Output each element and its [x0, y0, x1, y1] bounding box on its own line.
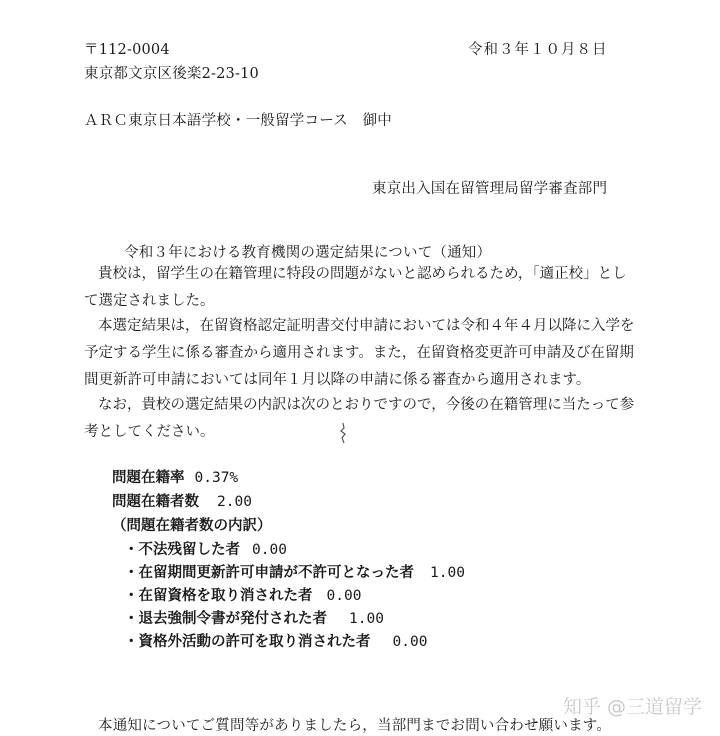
address: 東京都文京区後楽2-23-10	[84, 66, 259, 82]
stat-problem-rate	[112, 466, 238, 487]
breakdown-title: （問題在籍者数の内訳）	[112, 518, 272, 534]
breakdown-value: 1.00	[349, 611, 384, 627]
stat-value: 0.37%	[194, 470, 239, 486]
stat-value: 2.00	[217, 494, 252, 510]
paragraph-1	[84, 261, 644, 315]
breakdown-item	[124, 607, 384, 628]
footer-note: 本通知についてご質問等がありましたら，当部門までお問い合わせ願います。	[98, 718, 612, 734]
breakdown-value: 1.00	[430, 565, 465, 581]
paragraph-line: 予定する学生に係る審査から適用されます。また，在留資格変更許可申請及び在留期	[84, 345, 634, 361]
breakdown-label: ・不法残留した者	[124, 542, 240, 558]
breakdown-item	[124, 561, 465, 582]
breakdown-value: 0.00	[252, 542, 287, 558]
postal-code: 〒112-0004	[84, 42, 170, 58]
breakdown-label: ・在留資格を取り消された者	[124, 588, 313, 604]
paragraph-line: て選定されました。	[84, 293, 215, 309]
recipient: ＡＲＣ東京日本語学校・一般留学コース 御中	[84, 113, 392, 129]
paragraph-3	[84, 392, 644, 446]
paragraph-line: なお，貴校の選定結果の内訳は次のとおりですので，今後の在籍管理に当たって参	[98, 397, 635, 413]
breakdown-label: ・在留期間更新許可申請が不許可となった者	[124, 565, 414, 581]
stat-label: 問題在籍率	[112, 470, 185, 486]
zhihu-watermark: 知乎 @三道留学	[562, 696, 702, 718]
scan-smudge-mark	[338, 422, 348, 444]
breakdown-label: ・退去強制令書が発付された者	[124, 611, 327, 627]
issue-date: 令和３年１０月８日	[468, 42, 608, 58]
breakdown-item	[124, 584, 361, 605]
paragraph-line: 間更新許可申請においては同年１月以降の申請に係る審査から適用されます。	[84, 372, 591, 388]
breakdown-label: ・資格外活動の許可を取り消された者	[124, 634, 371, 650]
sender: 東京出入国在留管理局留学審査部門	[372, 181, 608, 197]
breakdown-item	[124, 630, 427, 651]
paragraph-2	[84, 313, 644, 394]
paragraph-line: 考としてください。	[84, 424, 215, 440]
breakdown-item	[124, 538, 287, 559]
stat-problem-count	[112, 490, 252, 511]
paragraph-line: 本選定結果は，在留資格認定証明書交付申請においては令和４年４月以降に入学を	[98, 318, 635, 334]
breakdown-value: 0.00	[326, 588, 362, 604]
subject: 令和３年における教育機関の選定結果について（通知）	[124, 245, 492, 261]
paragraph-line: 貴校は，留学生の在籍管理に特段の問題がないと認められるため，「適正校」とし	[98, 266, 627, 282]
stat-label: 問題在籍者数	[112, 494, 199, 510]
breakdown-value: 0.00	[392, 634, 428, 650]
